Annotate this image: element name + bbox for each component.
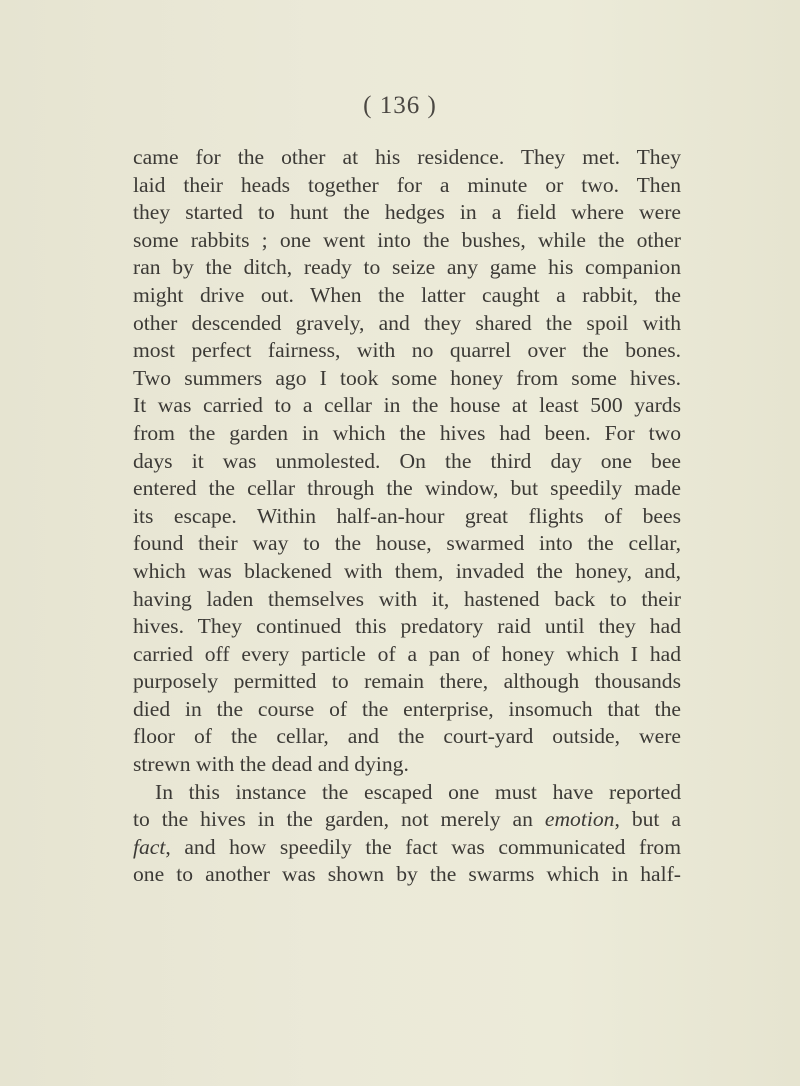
text-line: It was carried to a cellar in the house at least 500 yards <box>133 393 681 418</box>
text-line: strewn with the dead and dying. <box>133 752 409 777</box>
text-line: they started to hunt the hedges in a field where were <box>133 200 681 225</box>
text-line: having laden themselves with it, hastened back to their <box>133 586 681 611</box>
text-line: most perfect fairness, with no quarrel over the bones. <box>133 338 681 363</box>
text-line: Two summers ago I took some honey from some hives. <box>133 365 681 390</box>
text-line: laid their heads together for a minute or two. Then <box>133 172 681 197</box>
text-segment: to the hives in the garden, not merely an <box>133 807 545 832</box>
text-line: In this instance the escaped one must have reported <box>155 779 681 804</box>
text-line: from the garden in which the hives had been. For two <box>133 420 681 445</box>
emphasis-fact: fact <box>133 834 166 859</box>
text-segment: , but a <box>614 807 681 832</box>
text-line: might drive out. When the latter caught a rabbit, the <box>133 282 681 307</box>
text-line: other descended gravely, and they shared the spoil with <box>133 310 681 335</box>
text-line: one to another was shown by the swarms which in half- <box>133 862 681 887</box>
text-line: which was blackened with them, invaded the honey, and, <box>133 558 681 583</box>
text-segment: , and how speedily the fact was communicated from <box>165 834 681 859</box>
text-line: hives. They continued this predatory raid until they had <box>133 614 681 639</box>
text-line: died in the course of the enterprise, insomuch that the <box>133 696 681 721</box>
body-text <box>133 144 681 889</box>
text-line: carried off every particle of a pan of honey which I had <box>133 641 681 666</box>
page-number: ( 136 ) <box>363 92 437 119</box>
text-line: purposely permitted to remain there, although thousands <box>133 669 681 694</box>
text-line: came for the other at his residence. They met. They <box>133 145 681 169</box>
text-line: ran by the ditch, ready to seize any game his companion <box>133 255 681 280</box>
text-line: entered the cellar through the window, but speedily made <box>133 476 681 501</box>
text-line: floor of the cellar, and the court-yard outside, were <box>133 724 681 749</box>
text-line: found their way to the house, swarmed into the cellar, <box>133 531 681 556</box>
emphasis-emotion: emotion <box>544 807 615 832</box>
text-line: days it was unmolested. On the third day one bee <box>133 448 681 473</box>
text-line <box>133 806 681 834</box>
text-line <box>133 834 681 862</box>
text-line: its escape. Within half-an-hour great flights of bees <box>133 503 681 528</box>
text-line: some rabbits ; one went into the bushes, while the other <box>133 227 681 252</box>
